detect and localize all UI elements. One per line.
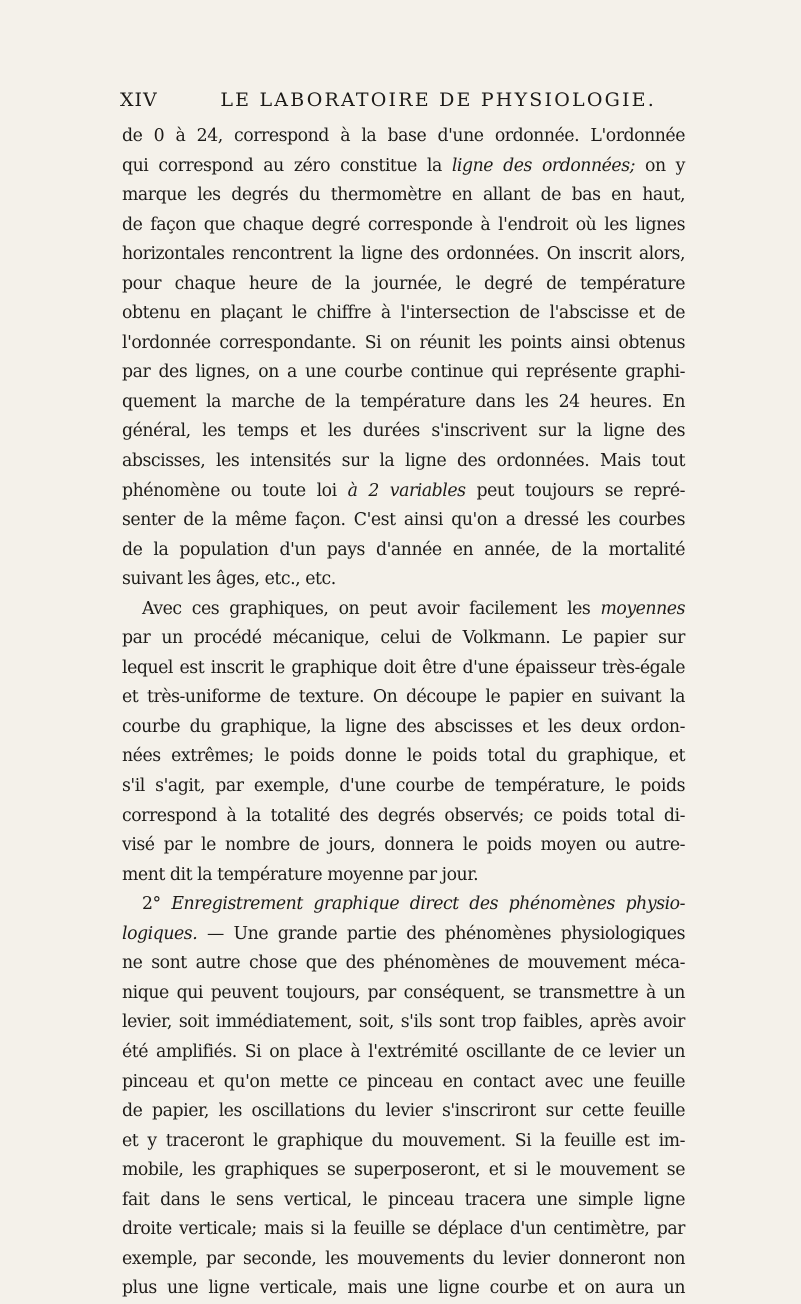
- text-line: l'ordonnée correspondante. Si on réunit les points ainsi obtenus: [122, 332, 685, 353]
- text-line: qui correspond au zéro constitue la ligne des ordonnées; on y: [122, 155, 685, 176]
- text-line: abscisses, les intensités sur la ligne des ordonnées. Mais tout: [122, 451, 685, 472]
- text-line: de 0 à 24, correspond à la base d'une ordonnée. L'ordonnée: [122, 126, 685, 146]
- text-line: droite verticale; mais si la feuille se déplace d'un centimètre, par: [122, 1219, 685, 1240]
- text-line: et très-uniforme de texture. On découpe le papier en suivant la: [122, 687, 685, 708]
- text-line: général, les temps et les durées s'inscrivent sur la ligne des: [122, 421, 685, 442]
- running-title: LE LABORATOIRE DE PHYSIOLOGIE.: [220, 89, 656, 111]
- text-line: obtenu en plaçant le chiffre à l'intersection de l'abscisse et de: [122, 303, 685, 324]
- text-line: 2° Enregistrement graphique direct des phénomènes physio-: [142, 894, 685, 915]
- text-line: suivant les âges, etc., etc.: [122, 569, 336, 590]
- text-line: par un procédé mécanique, celui de Volkmann. Le papier sur: [122, 628, 685, 649]
- text-line: nique qui peuvent toujours, par conséquent, se transmettre à un: [122, 982, 685, 1003]
- text-line: fait dans le sens vertical, le pinceau tracera une simple ligne: [122, 1189, 685, 1210]
- text-line: marque les degrés du thermomètre en allant de bas en haut,: [122, 185, 685, 206]
- text-line: horizontales rencontrent la ligne des ordonnées. On inscrit alors,: [122, 244, 685, 265]
- text-line: ne sont autre chose que des phénomènes de mouvement méca-: [122, 953, 685, 974]
- text-line: de la population d'un pays d'année en année, de la mortalité: [122, 539, 685, 560]
- text-line: logiques. — Une grande partie des phénomènes physiologiques: [122, 923, 685, 944]
- text-line: de façon que chaque degré corresponde à l'endroit où les lignes: [122, 214, 685, 235]
- body-text: [122, 122, 685, 1304]
- text-line: pour chaque heure de la journée, le degré de température: [122, 273, 685, 294]
- text-line: visé par le nombre de jours, donnera le poids moyen ou autre-: [122, 835, 685, 856]
- text-line: et y traceront le graphique du mouvement. Si la feuille est im-: [122, 1130, 685, 1151]
- running-head: [120, 84, 686, 116]
- text-line: lequel est inscrit le graphique doit être d'une épaisseur très-égale: [122, 657, 685, 678]
- text-line: mobile, les graphiques se superposeront, et si le mouvement se: [122, 1160, 685, 1181]
- text-line: Avec ces graphiques, on peut avoir facilement les moyennes: [142, 598, 685, 619]
- text-line: levier, soit immédiatement, soit, s'ils sont trop faibles, après avoir: [122, 1012, 685, 1033]
- text-line: de papier, les oscillations du levier s'inscriront sur cette feuille: [122, 1101, 685, 1122]
- text-line: phénomène ou toute loi à 2 variables peut toujours se repré-: [122, 480, 685, 501]
- text-line: nées extrêmes; le poids donne le poids total du graphique, et: [122, 746, 685, 767]
- text-line: quement la marche de la température dans les 24 heures. En: [122, 391, 685, 412]
- text-line: s'il s'agit, par exemple, d'une courbe de température, le poids: [122, 776, 685, 797]
- text-line: exemple, par seconde, les mouvements du levier donneront non: [122, 1248, 685, 1269]
- text-line: plus une ligne verticale, mais une ligne courbe et on aura un: [122, 1278, 685, 1299]
- text-line: par des lignes, on a une courbe continue qui représente graphi-: [122, 362, 685, 383]
- text-line: pinceau et qu'on mette ce pinceau en contact avec une feuille: [122, 1071, 685, 1092]
- text-line: été amplifiés. Si on place à l'extrémité oscillante de ce levier un: [122, 1041, 685, 1062]
- text-line: correspond à la totalité des degrés observés; ce poids total di-: [122, 805, 685, 826]
- text-line: courbe du graphique, la ligne des abscisses et les deux ordon-: [122, 716, 685, 737]
- text-line: ment dit la température moyenne par jour.: [122, 864, 479, 885]
- page-number: XIV: [120, 89, 158, 111]
- text-line: senter de la même façon. C'est ainsi qu'on a dressé les courbes: [122, 510, 685, 531]
